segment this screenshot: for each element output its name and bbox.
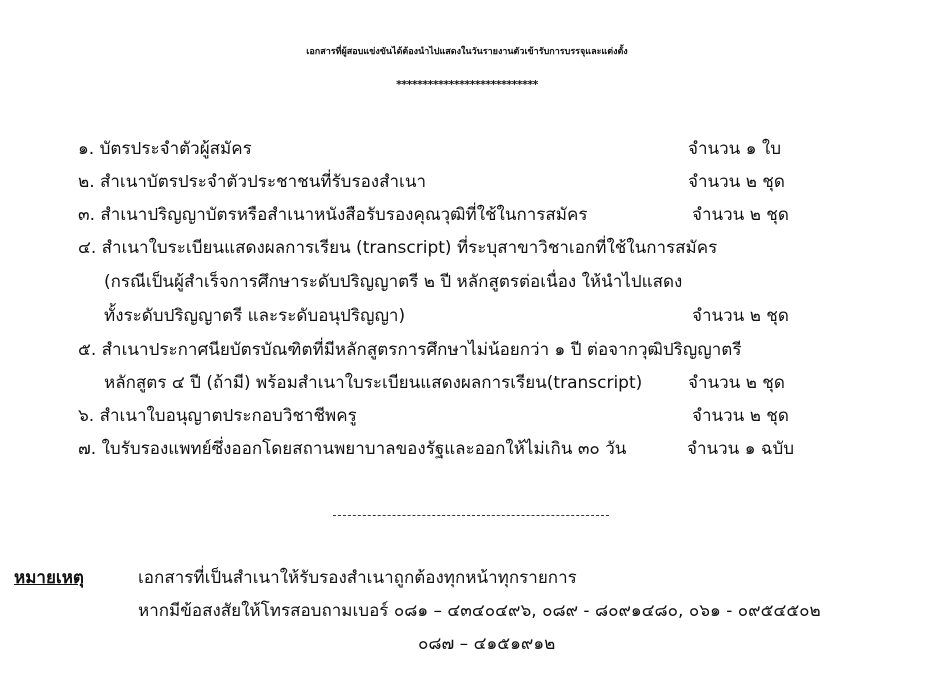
section-divider	[333, 515, 609, 516]
list-item-4-line-3: ทั้งระดับปริญญาตรี และระดับอนุปริญญา)	[104, 306, 406, 326]
note-line-2: หากมีข้อสงสัยให้โทรสอบถามเบอร์ ๐๘๑ – ๔๓๔๐๔๙๖, ๐๘๙ - ๘๐๙๑๔๘๐, ๐๖๑ - ๐๙๕๔๕๐๒	[138, 601, 821, 621]
list-item-2-text: ๒. สำเนาบัตรประจำตัวประชาชนที่รับรองสำเนา	[78, 172, 426, 192]
list-item-6-quantity: จำนวน ๒ ชุด	[692, 406, 789, 426]
note-label: หมายเหตุ	[14, 568, 84, 588]
note-line-1: เอกสารที่เป็นสำเนาให้รับรองสำเนาถูกต้องทุกหน้าทุกรายการ	[138, 568, 577, 588]
list-item-7-quantity: จำนวน ๑ ฉบับ	[687, 439, 795, 459]
note-line-3: ๐๘๗ – ๔๑๕๑๙๑๒	[418, 634, 556, 654]
list-item-4-quantity: จำนวน ๒ ชุด	[692, 306, 789, 326]
list-item-1-quantity: จำนวน ๑ ใบ	[688, 139, 781, 159]
list-item-2-quantity: จำนวน ๒ ชุด	[688, 172, 785, 192]
list-item-5-line-2: หลักสูตร ๔ ปี (ถ้ามี) พร้อมสำเนาใบระเบียนแสดงผลการเรียน(transcript)	[104, 373, 643, 393]
list-item-3-text: ๓. สำเนาปริญญาบัตรหรือสำเนาหนังสือรับรองคุณวุฒิที่ใช้ในการสมัคร	[78, 205, 588, 225]
document-title: เอกสารที่ผู้สอบแข่งขันได้ต้องนำไปแสดงในวันรายงานตัวเข้ารับการบรรจุและแต่งตั้ง	[306, 47, 628, 57]
list-item-4-line-2: (กรณีเป็นผู้สำเร็จการศึกษาระดับปริญญาตรี ๒ ปี หลักสูตรต่อเนื่อง ให้นำไปแสดง	[104, 272, 683, 292]
list-item-1-text: ๑. บัตรประจำตัวผู้สมัคร	[78, 139, 252, 159]
list-item-7-text: ๗. ใบรับรองแพทย์ซึ่งออกโดยสถานพยาบาลของรัฐและออกให้ไม่เกิน ๓๐ วัน	[78, 439, 627, 459]
list-item-5-line-1: ๕. สำเนาประกาศนียบัตรบัณฑิตที่มีหลักสูตรการศึกษาไม่น้อยกว่า ๑ ปี ต่อจากวุฒิปริญญาตรี	[78, 340, 742, 360]
list-item-5-quantity: จำนวน ๒ ชุด	[688, 373, 785, 393]
title-separator-stars: ***************************	[396, 78, 538, 91]
list-item-6-text: ๖. สำเนาใบอนุญาตประกอบวิชาชีพครู	[78, 406, 357, 426]
list-item-3-quantity: จำนวน ๒ ชุด	[692, 205, 789, 225]
list-item-4-line-1: ๔. สำเนาใบระเบียนแสดงผลการเรียน (transcript) ที่ระบุสาขาวิชาเอกที่ใช้ในการสมัคร	[78, 238, 718, 258]
